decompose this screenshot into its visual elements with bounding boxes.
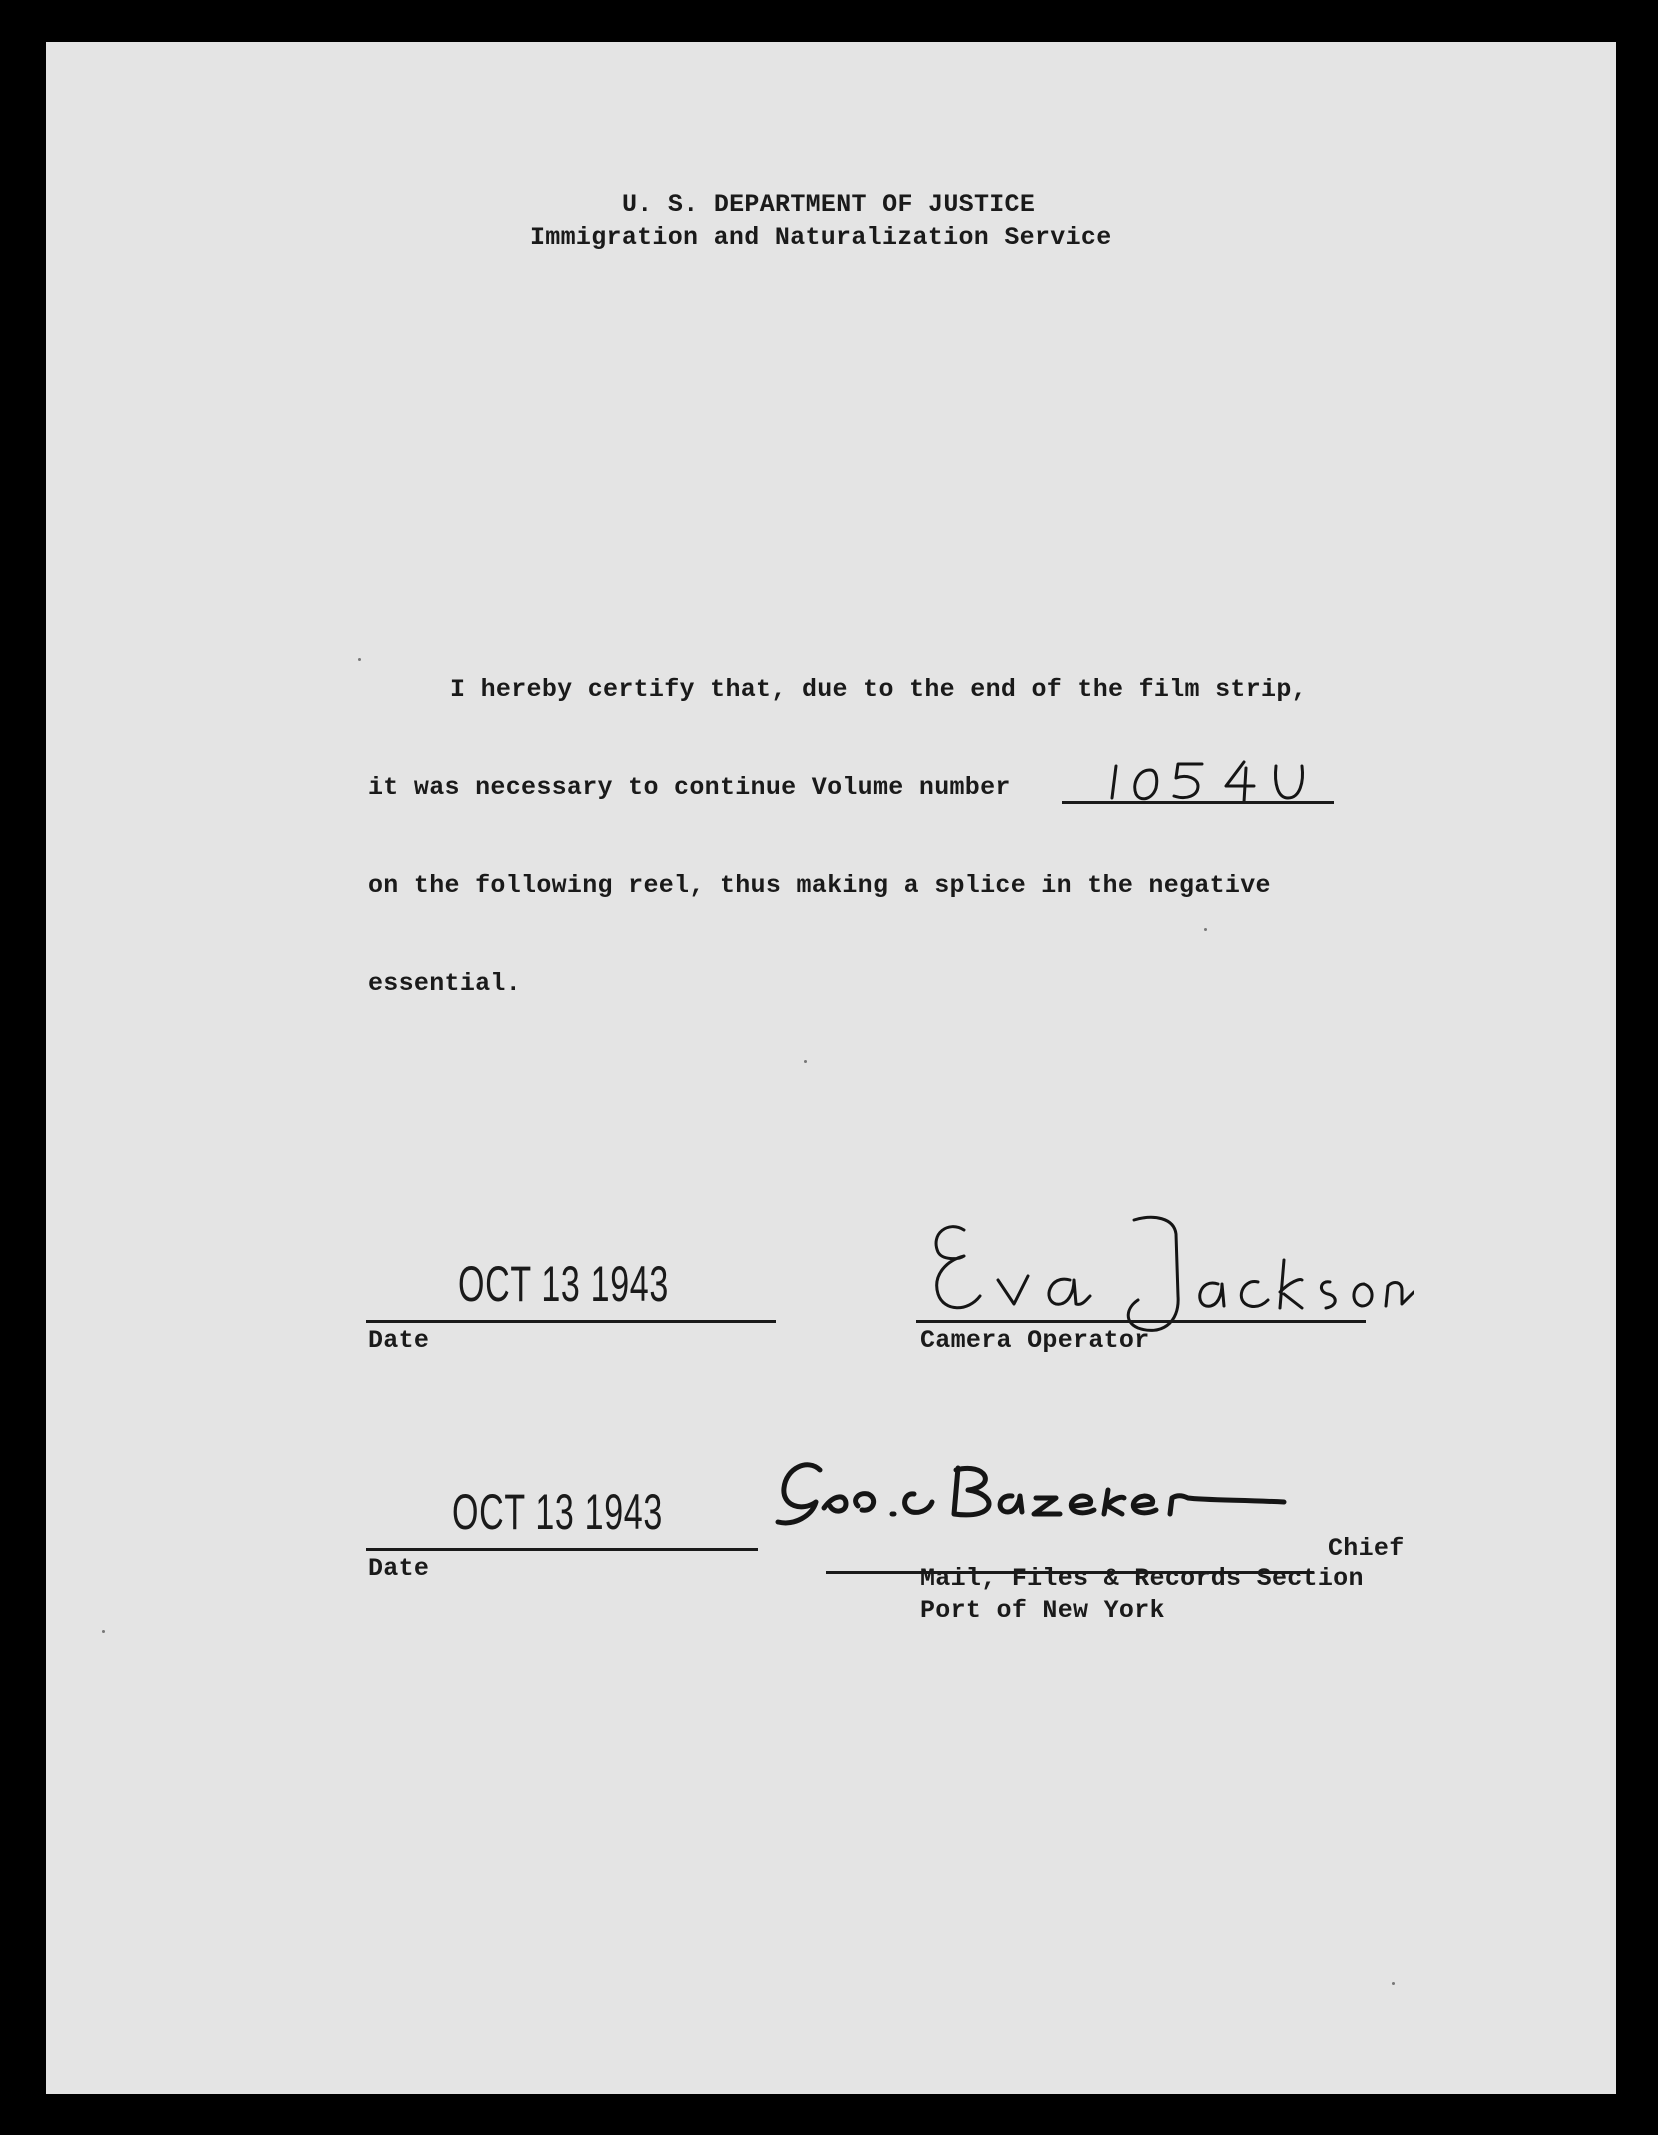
camera-operator-title: Camera Operator — [920, 1326, 1150, 1355]
certificate-line-3: on the following reel, thus making a splice in the negative — [368, 871, 1271, 900]
certificate-line-2: it was necessary to continue Volume number — [368, 773, 1011, 802]
document-page — [46, 42, 1616, 2094]
date-line-2 — [366, 1548, 758, 1551]
chief-section-title: Mail, Files & Records Section — [920, 1564, 1364, 1593]
date-label-2: Date — [368, 1554, 430, 1583]
scan-speck — [358, 658, 361, 661]
scan-speck — [1204, 928, 1207, 931]
header-service: Immigration and Naturalization Service — [530, 223, 1112, 252]
date-label-1: Date — [368, 1326, 430, 1355]
chief-title: Chief — [1328, 1534, 1405, 1563]
date-stamp-2: OCT 13 1943 — [452, 1484, 663, 1540]
date-line-1 — [366, 1320, 776, 1323]
scan-speck — [102, 1630, 105, 1633]
chief-signature — [772, 1450, 1292, 1540]
chief-port-title: Port of New York — [920, 1596, 1165, 1625]
certificate-line-1: I hereby certify that, due to the end of the film strip, — [450, 675, 1307, 704]
certificate-line-4: essential. — [368, 969, 522, 998]
header-department: U. S. DEPARTMENT OF JUSTICE — [622, 190, 1036, 219]
scan-speck — [804, 1060, 807, 1063]
volume-number-underline — [1062, 801, 1334, 804]
scan-speck — [1392, 1982, 1395, 1985]
camera-operator-signature — [924, 1200, 1414, 1340]
date-stamp-1: OCT 13 1943 — [458, 1256, 669, 1312]
camera-operator-line — [916, 1320, 1366, 1323]
